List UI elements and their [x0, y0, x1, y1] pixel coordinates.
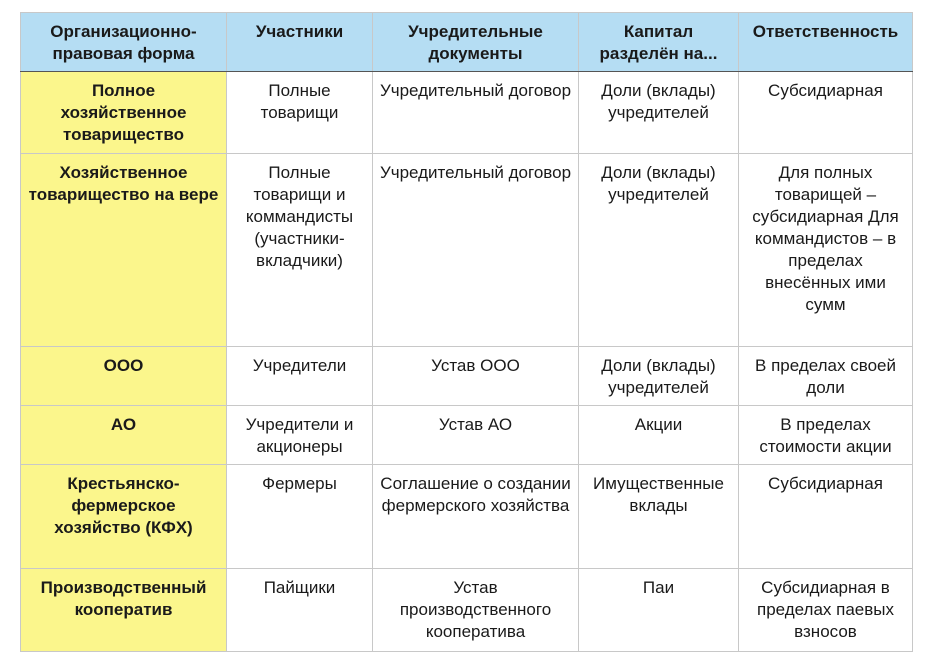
- row-header-cell: Производственный кооператив: [21, 569, 227, 652]
- table-cell: Учредительный договор: [373, 72, 579, 154]
- table-cell: В пределах своей доли: [739, 347, 913, 406]
- table-cell: Доли (вклады) учредителей: [579, 72, 739, 154]
- table-row: [21, 406, 913, 465]
- table-cell: Доли (вклады) учредителей: [579, 347, 739, 406]
- header-row: [21, 13, 913, 72]
- table-cell: Учредители: [227, 347, 373, 406]
- row-header-cell: Крестьянско-фермерское хозяйство (КФХ): [21, 465, 227, 569]
- table-cell: Паи: [579, 569, 739, 652]
- table-cell: Для полных товарищей – субсидиарная Для коммандистов – в пределах внесённых ими сумм: [739, 154, 913, 347]
- table-cell: Доли (вклады) учредителей: [579, 154, 739, 347]
- table-row: [21, 154, 913, 347]
- table-cell: Устав производственного кооператива: [373, 569, 579, 652]
- column-header: Участники: [227, 13, 373, 72]
- table-cell: Полные товарищи и коммандисты (участники-вкладчики): [227, 154, 373, 347]
- table-cell: В пределах стоимости акции: [739, 406, 913, 465]
- table-cell: Акции: [579, 406, 739, 465]
- column-header: Организационно-правовая форма: [21, 13, 227, 72]
- legal-forms-table: [20, 12, 913, 652]
- table-cell: Устав АО: [373, 406, 579, 465]
- table-row: [21, 72, 913, 154]
- table-cell: Фермеры: [227, 465, 373, 569]
- table-cell: Субсидиарная: [739, 465, 913, 569]
- column-header: Учредительные документы: [373, 13, 579, 72]
- row-header-cell: Хозяйственное товарищество на вере: [21, 154, 227, 347]
- table-row: [21, 347, 913, 406]
- table-cell: Учредительный договор: [373, 154, 579, 347]
- table-cell: Соглашение о создании фермерского хозяйства: [373, 465, 579, 569]
- table-row: [21, 465, 913, 569]
- table-cell: Устав ООО: [373, 347, 579, 406]
- row-header-cell: Полное хозяйственное товарищество: [21, 72, 227, 154]
- table-cell: Учредители и акционеры: [227, 406, 373, 465]
- table-cell: Пайщики: [227, 569, 373, 652]
- table-cell: Субсидиарная: [739, 72, 913, 154]
- table-cell: Имущественные вклады: [579, 465, 739, 569]
- table-cell: Полные товарищи: [227, 72, 373, 154]
- table-row: [21, 569, 913, 652]
- row-header-cell: АО: [21, 406, 227, 465]
- table-cell: Субсидиарная в пределах паевых взносов: [739, 569, 913, 652]
- row-header-cell: ООО: [21, 347, 227, 406]
- column-header: Ответственность: [739, 13, 913, 72]
- column-header: Капитал разделён на...: [579, 13, 739, 72]
